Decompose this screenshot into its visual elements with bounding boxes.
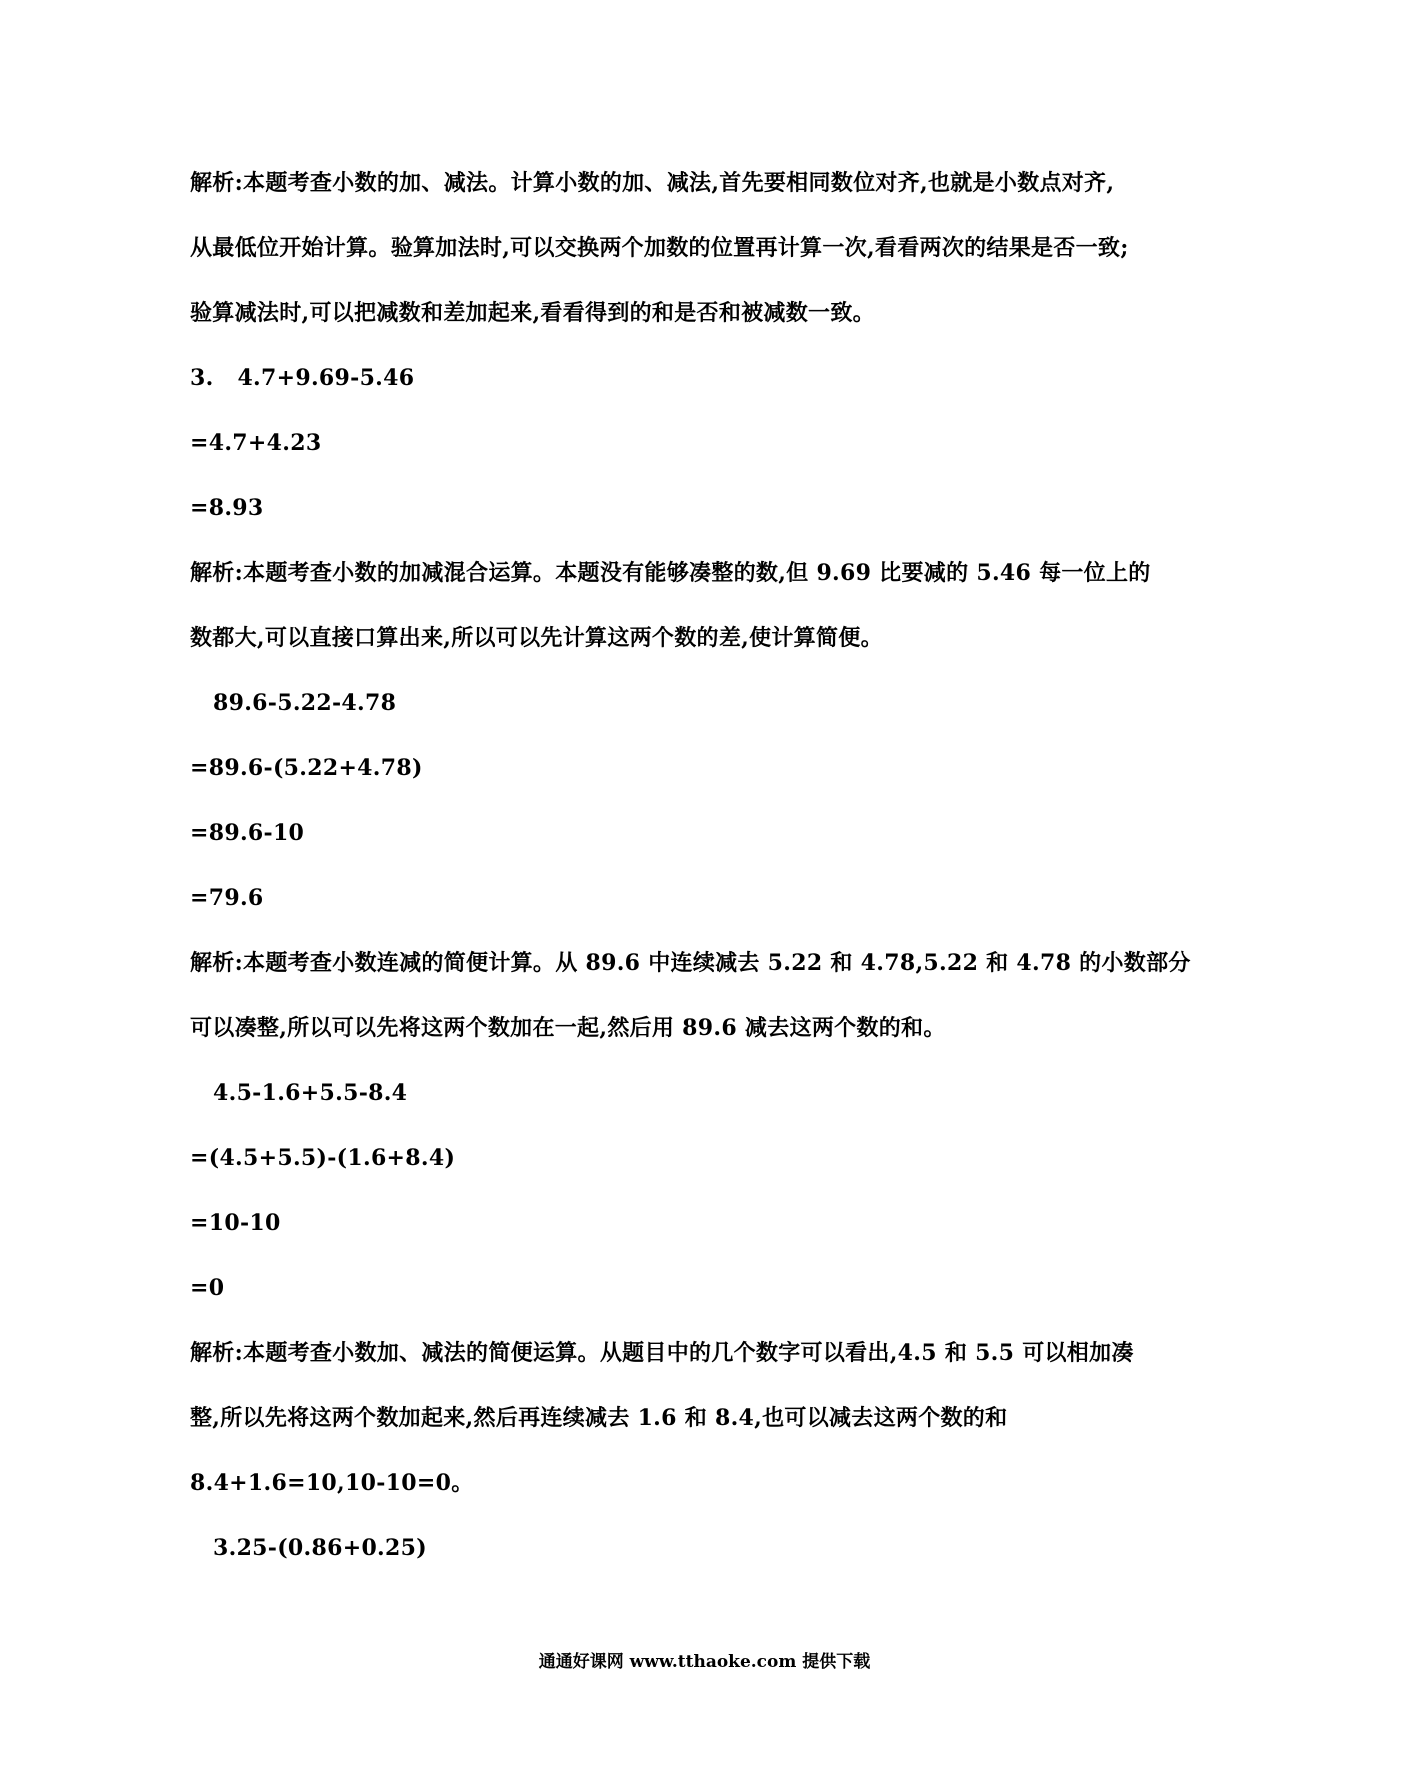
analysis-paragraph-1-line-2: 从最低位开始计算。验算加法时,可以交换两个加数的位置再计算一次,看看两次的结果是否一致; — [190, 235, 1129, 261]
analysis-paragraph-4-line-3: 8.4+1.6=10,10-10=0。 — [190, 1470, 474, 1496]
problem-3-step-2: =8.93 — [190, 495, 264, 521]
page-footer: 通通好课网 www.tthaoke.com 提供下载 — [538, 1652, 871, 1672]
analysis-paragraph-1-line-3: 验算减法时,可以把减数和差加起来,看看得到的和是否和被减数一致。 — [190, 300, 875, 326]
expression-2: 89.6-5.22-4.78 — [213, 690, 397, 716]
analysis-paragraph-2-line-1: 解析:本题考查小数的加减混合运算。本题没有能够凑整的数,但 9.69 比要减的 5.46 每一位上的 — [190, 560, 1151, 586]
problem-3-expression: 3. 4.7+9.69-5.46 — [190, 365, 415, 391]
expression-3-step-3: =0 — [190, 1275, 225, 1301]
analysis-paragraph-3-line-2: 可以凑整,所以可以先将这两个数加在一起,然后用 89.6 减去这两个数的和。 — [190, 1015, 946, 1041]
analysis-paragraph-1-line-1: 解析:本题考查小数的加、减法。计算小数的加、减法,首先要相同数位对齐,也就是小数点对齐, — [190, 170, 1115, 196]
problem-3-step-1: =4.7+4.23 — [190, 430, 322, 456]
analysis-paragraph-2-line-2: 数都大,可以直接口算出来,所以可以先计算这两个数的差,使计算简便。 — [190, 625, 883, 651]
expression-4: 3.25-(0.86+0.25) — [213, 1535, 427, 1561]
expression-3-step-2: =10-10 — [190, 1210, 281, 1236]
analysis-paragraph-4-line-2: 整,所以先将这两个数加起来,然后再连续减去 1.6 和 8.4,也可以减去这两个数的和 — [190, 1405, 1008, 1431]
expression-2-step-1: =89.6-(5.22+4.78) — [190, 755, 423, 781]
analysis-paragraph-4-line-1: 解析:本题考查小数加、减法的简便运算。从题目中的几个数字可以看出,4.5 和 5.5 可以相加凑 — [190, 1340, 1134, 1366]
expression-3: 4.5-1.6+5.5-8.4 — [213, 1080, 408, 1106]
analysis-paragraph-3-line-1: 解析:本题考查小数连减的简便计算。从 89.6 中连续减去 5.22 和 4.78,5.22 和 4.78 的小数部分 — [190, 950, 1191, 976]
expression-2-step-2: =89.6-10 — [190, 820, 305, 846]
expression-3-step-1: =(4.5+5.5)-(1.6+8.4) — [190, 1145, 456, 1171]
expression-2-step-3: =79.6 — [190, 885, 264, 911]
